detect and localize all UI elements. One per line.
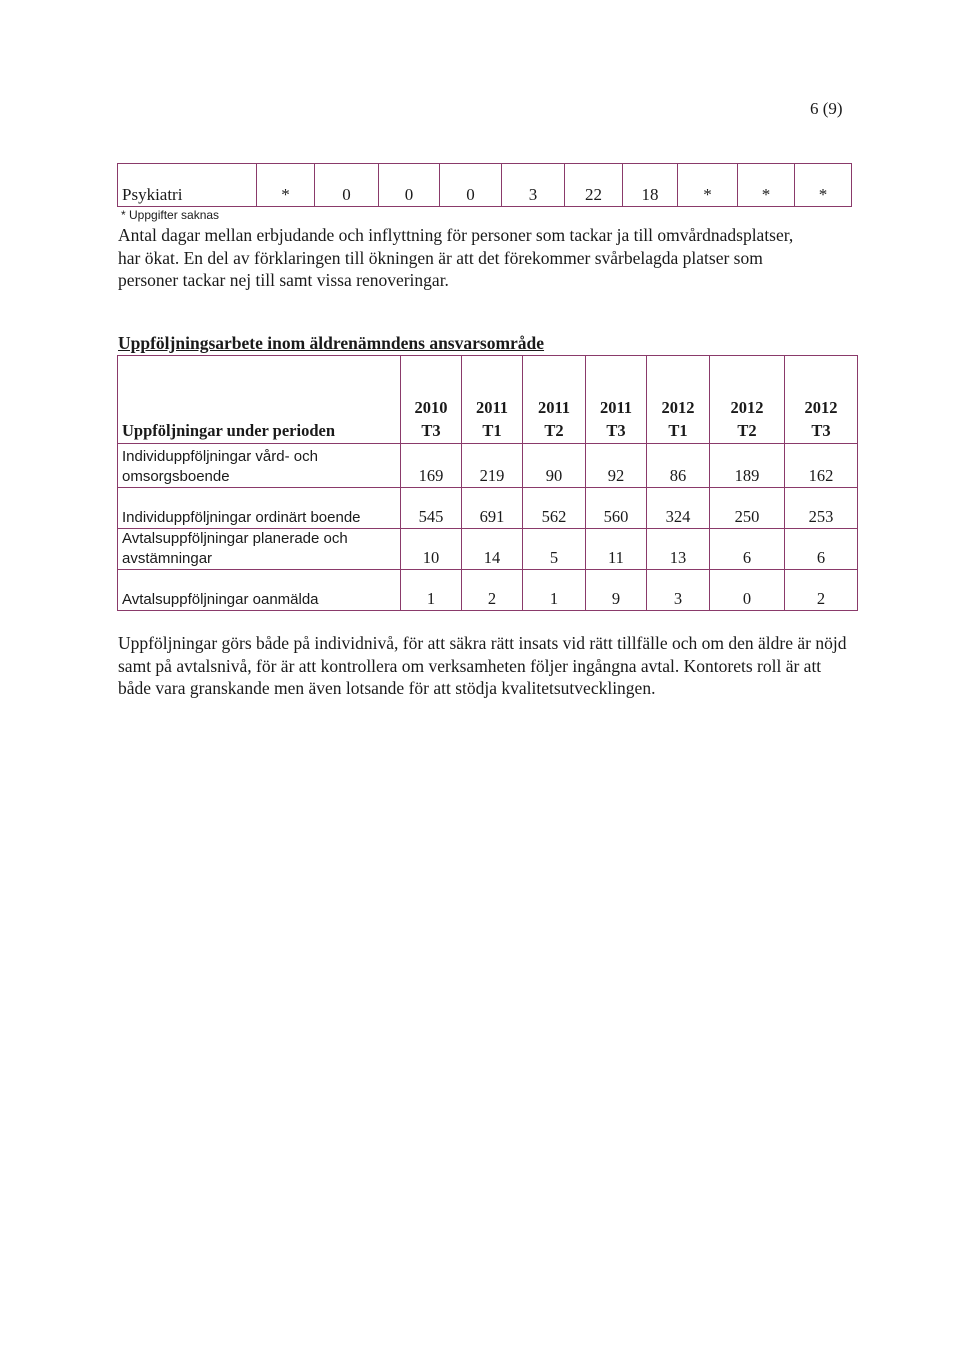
- table-cell: 253: [785, 488, 858, 529]
- footnote: * Uppgifter saknas: [121, 208, 220, 222]
- column-header: 2011 T2: [523, 356, 586, 444]
- table-cell: 0: [440, 164, 502, 207]
- paragraph: Antal dagar mellan erbjudande och inflyttning för personer som tackar ja till omvårdnadsplatser, har ökat. En del av förklaringen till ökningen är att det förekommer svårbelagda platser som personer tackar nej till samt vissa renoveringar.: [118, 225, 794, 290]
- table-cell: 11: [586, 529, 647, 570]
- table-cell: 560: [586, 488, 647, 529]
- page-number: 6 (9): [810, 99, 843, 118]
- table-cell: *: [738, 164, 795, 207]
- table-cell: 250: [710, 488, 785, 529]
- table-cell: 545: [401, 488, 462, 529]
- table-row: [118, 164, 852, 207]
- row-label: Individuppföljningar ordinärt boende: [118, 488, 401, 529]
- row-label: Individuppföljningar vård- och omsorgsboende: [118, 444, 401, 488]
- row-label: Psykiatri: [118, 164, 257, 207]
- table-cell: 2: [785, 570, 858, 611]
- table-cell: 6: [785, 529, 858, 570]
- column-header: 2010 T3: [401, 356, 462, 444]
- table-cell: 3: [502, 164, 565, 207]
- table-cell: 1: [401, 570, 462, 611]
- column-header: 2011 T3: [586, 356, 647, 444]
- table-row: [118, 444, 858, 488]
- column-header: 2012 T1: [647, 356, 710, 444]
- table-cell: 3: [647, 570, 710, 611]
- row-label: Avtalsuppföljningar planerade och avstämningar: [118, 529, 401, 570]
- table-cell: *: [678, 164, 738, 207]
- table-row: [118, 488, 858, 529]
- table-cell: 86: [647, 444, 710, 488]
- header-label: Uppföljningar under perioden: [118, 356, 401, 444]
- table-cell: 5: [523, 529, 586, 570]
- table-cell: 14: [462, 529, 523, 570]
- section-heading: Uppföljningsarbete inom äldrenämndens ansvarsområde: [118, 333, 545, 353]
- table-cell: 162: [785, 444, 858, 488]
- followup-table: [117, 355, 858, 611]
- table-cell: 324: [647, 488, 710, 529]
- table-cell: 189: [710, 444, 785, 488]
- table-cell: 92: [586, 444, 647, 488]
- table-row: [118, 570, 858, 611]
- paragraph: Uppföljningar görs både på individnivå, för att säkra rätt insats vid rätt tillfälle och om den äldre är nöjd samt på avtalsnivå, för är att kontrollera om verksamheten följer ingångna avtal. Kontorets roll är att både vara granskande men även lotsande för att stödja kvalitetsutvecklingen.: [118, 633, 847, 698]
- table-header-row: [118, 356, 858, 444]
- table-cell: 0: [710, 570, 785, 611]
- table-cell: 18: [623, 164, 678, 207]
- psykiatri-table: [117, 163, 852, 207]
- column-header: 2011 T1: [462, 356, 523, 444]
- table-cell: 2: [462, 570, 523, 611]
- table-cell: 10: [401, 529, 462, 570]
- column-header: 2012 T2: [710, 356, 785, 444]
- table-cell: 1: [523, 570, 586, 611]
- table-cell: *: [795, 164, 852, 207]
- table-cell: 0: [379, 164, 440, 207]
- table-cell: 90: [523, 444, 586, 488]
- column-header: 2012 T3: [785, 356, 858, 444]
- row-label: Avtalsuppföljningar oanmälda: [118, 570, 401, 611]
- table-cell: 219: [462, 444, 523, 488]
- table-cell: 9: [586, 570, 647, 611]
- table-cell: 562: [523, 488, 586, 529]
- table-row: [118, 529, 858, 570]
- table-cell: 13: [647, 529, 710, 570]
- table-cell: 6: [710, 529, 785, 570]
- table-cell: 0: [315, 164, 379, 207]
- table-cell: *: [257, 164, 315, 207]
- table-cell: 691: [462, 488, 523, 529]
- table-cell: 169: [401, 444, 462, 488]
- table-cell: 22: [565, 164, 623, 207]
